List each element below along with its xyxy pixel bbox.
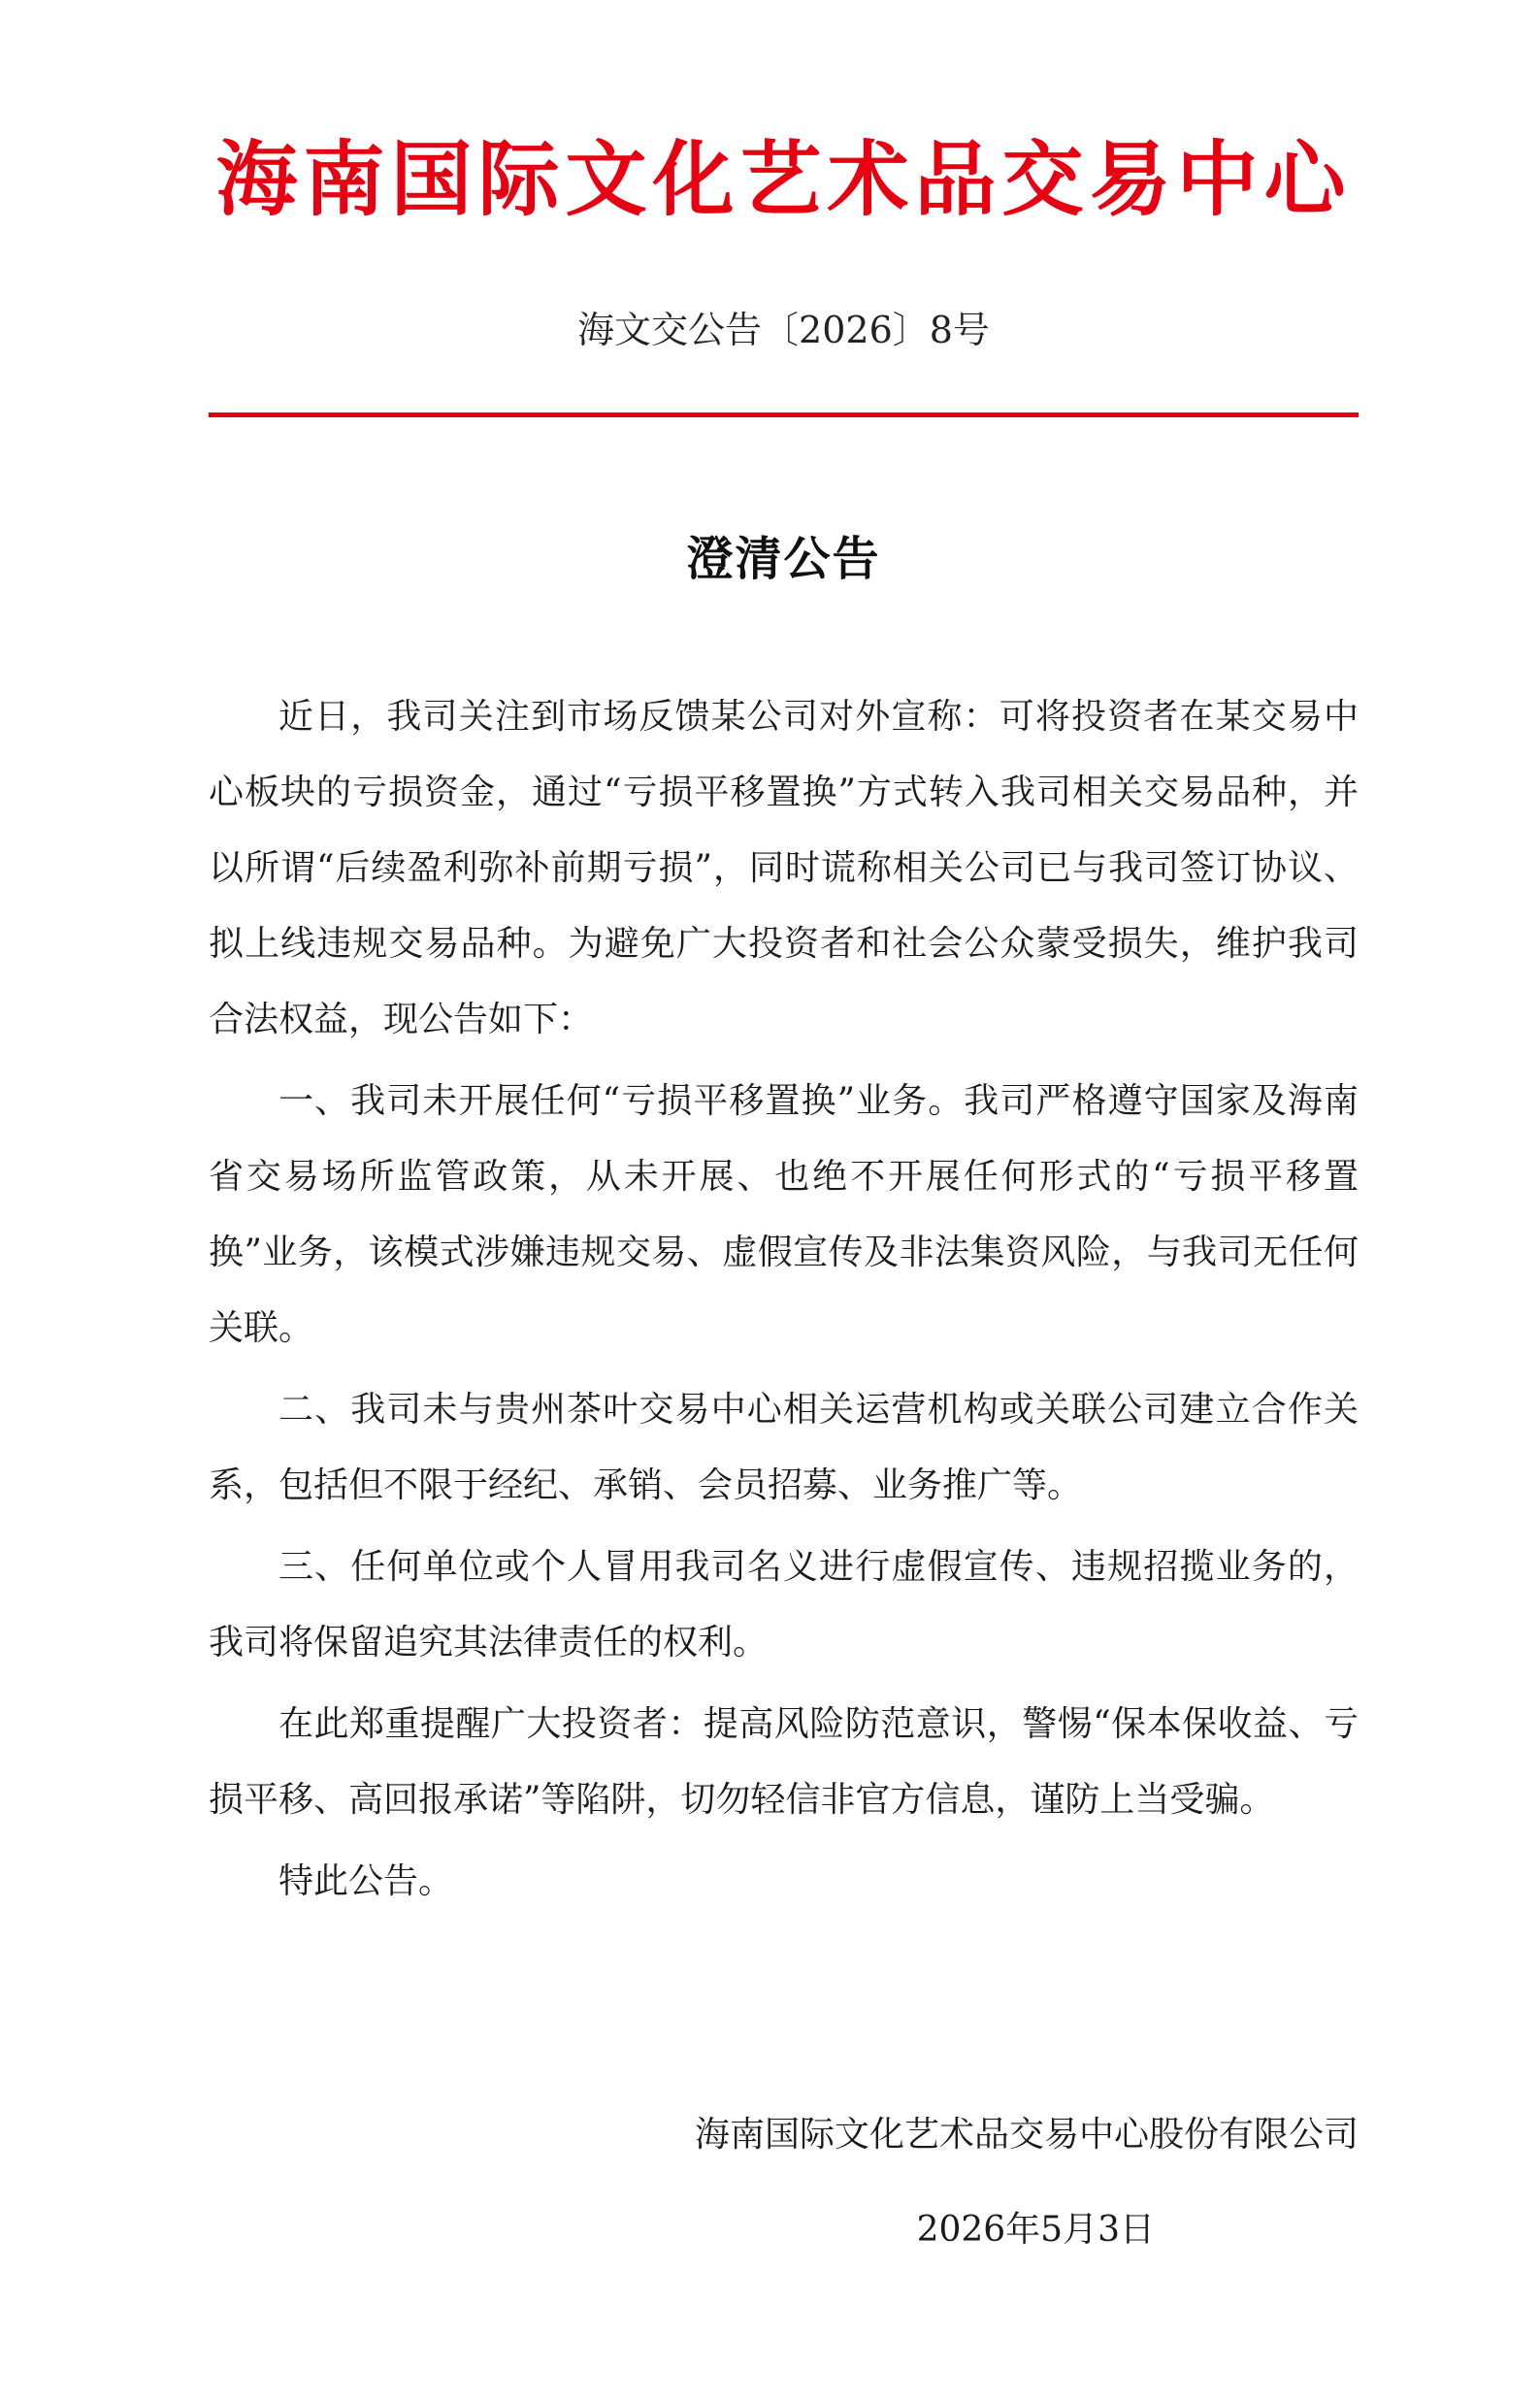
clause-one-paragraph: 一、我司未开展任何“亏损平移置换”业务。我司严格遵守国家及海南省交易场所监管政策，从未开展、也绝不开展任何形式的“亏损平移置换”业务，该模式涉嫌违规交易、虚假宣传及非法集资风险，与我司无任何关联。 xyxy=(209,1081,1359,1348)
announcement-body xyxy=(209,679,1359,1926)
reminder-paragraph: 在此郑重提醒广大投资者：提高风险防范意识，警惕“保本保收益、亏损平移、高回报承诺”等陷阱，切勿轻信非官方信息，谨防上当受骗。 xyxy=(209,1704,1359,1820)
signature-date: 2026年5月3日 xyxy=(916,2210,1155,2250)
clause-three-paragraph: 三、任何单位或个人冒用我司名义进行虚假宣传、违规招揽业务的，我司将保留追究其法律责任的权利。 xyxy=(209,1547,1359,1662)
signature-company: 海南国际文化艺术品交易中心股份有限公司 xyxy=(694,2115,1359,2155)
closing-paragraph: 特此公告。 xyxy=(279,1861,454,1901)
intro-paragraph: 近日，我司关注到市场反馈某公司对外宣称：可将投资者在某交易中心板块的亏损资金，通过“亏损平移置换”方式转入我司相关交易品种，并以所谓“后续盈利弥补前期亏损”，同时谎称相关公司已与我司签订协议、拟上线违规交易品种。为避免广大投资者和社会公众蒙受损失，维护我司合法权益，现公告如下： xyxy=(209,697,1359,1039)
document-number: 海文交公告〔2026〕8号 xyxy=(577,309,990,351)
organization-header: 海南国际文化艺术品交易中心 xyxy=(215,131,1352,227)
announcement-title: 澄清公告 xyxy=(686,532,881,586)
clause-two-paragraph: 二、我司未与贵州茶叶交易中心相关运营机构或关联公司建立合作关系，包括但不限于经纪、承销、会员招募、业务推广等。 xyxy=(209,1390,1359,1505)
header-divider xyxy=(209,412,1359,417)
